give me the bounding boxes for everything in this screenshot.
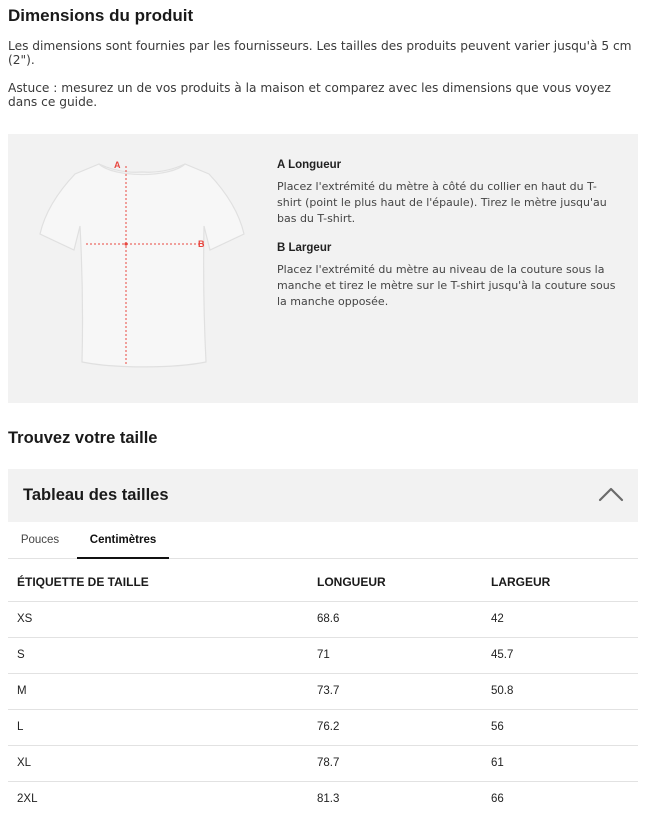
length-value: 71 — [317, 637, 491, 673]
unit-tabs — [8, 523, 638, 559]
tshirt-measurement-illustration — [36, 152, 246, 374]
dimensions-tip: Astuce : mesurez un de vos produits à la maison et comparez avec les dimensions que vous voyez dans ce guide. — [8, 81, 611, 109]
table-row — [8, 709, 638, 745]
tab-centimetres[interactable]: Centimètres — [77, 523, 169, 559]
chevron-up-icon[interactable] — [597, 484, 625, 504]
length-value: 73.7 — [317, 673, 491, 709]
width-instruction — [277, 242, 617, 310]
size-label: 2XL — [8, 781, 317, 817]
dimensions-note: Les dimensions sont fournies par les fournisseurs. Les tailles des produits peuvent varier jusqu'à 5 cm (2"). — [8, 39, 632, 67]
length-instruction — [277, 159, 617, 227]
page-title: Dimensions du produit — [8, 6, 194, 25]
table-row — [8, 673, 638, 709]
length-value: 78.7 — [317, 745, 491, 781]
size-table — [8, 564, 638, 817]
find-size-heading: Trouvez votre taille — [8, 429, 158, 447]
size-label: S — [8, 637, 317, 673]
size-label: M — [8, 673, 317, 709]
width-value: 42 — [491, 601, 638, 637]
table-header-row — [8, 564, 638, 601]
size-label: XL — [8, 745, 317, 781]
width-heading: B Largeur — [277, 242, 332, 254]
length-text: Placez l'extrémité du mètre à côté du collier en haut du T-shirt (point le plus haut de l'épaule). Tirez le mètre jusqu'au bas du T-shirt. — [277, 180, 607, 225]
tab-pouces[interactable]: Pouces — [20, 534, 60, 546]
length-value: 76.2 — [317, 709, 491, 745]
width-value: 56 — [491, 709, 638, 745]
marker-a: A — [114, 160, 121, 170]
table-row — [8, 637, 638, 673]
length-value: 81.3 — [317, 781, 491, 817]
size-chart-title: Tableau des tailles — [23, 486, 169, 504]
table-row — [8, 781, 638, 817]
width-value: 45.7 — [491, 637, 638, 673]
width-value: 66 — [491, 781, 638, 817]
measure-intersection — [124, 242, 127, 245]
size-chart-accordion[interactable] — [8, 469, 638, 522]
table-row — [8, 601, 638, 637]
size-label: XS — [8, 601, 317, 637]
column-header-width: LARGEUR — [491, 564, 638, 601]
column-header-size: ÉTIQUETTE DE TAILLE — [8, 564, 317, 601]
length-heading: A Longueur — [277, 159, 342, 171]
width-value: 50.8 — [491, 673, 638, 709]
measurement-guide — [8, 134, 638, 403]
length-value: 68.6 — [317, 601, 491, 637]
width-value: 61 — [491, 745, 638, 781]
table-row — [8, 745, 638, 781]
width-text: Placez l'extrémité du mètre au niveau de la couture sous la manche et tirez le mètre sur le T-shirt jusqu'à la couture sous la manche opposée. — [277, 263, 616, 308]
column-header-length: LONGUEUR — [317, 564, 491, 601]
size-label: L — [8, 709, 317, 745]
marker-b: B — [198, 239, 205, 249]
